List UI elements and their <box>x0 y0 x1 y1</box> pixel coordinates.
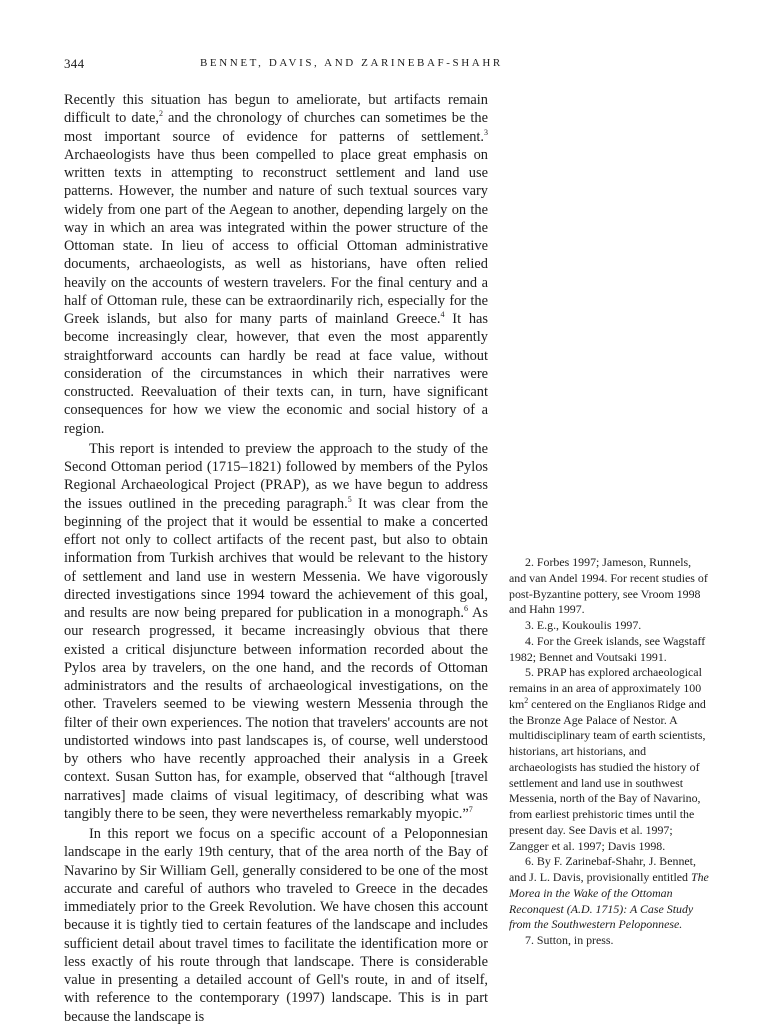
footnote-7: 7. Sutton, in press. <box>525 933 614 947</box>
page-number: 344 <box>64 56 85 71</box>
paragraph-1-part-3: Archaeologists have thus been compelled to place great emphasis on written texts in attempting to reconstruct settlement and land use patterns. However, the number and nature of such textual sources vary widely from one part of the Aegean to another, depending largely on the way in which an area was integrated within the power structure of the Ottoman state. In lieu of access to official Ottoman administrative documents, archaeologists, as well as historians, have often relied heavily on the accounts of western travelers. For the final century and a half of Ottoman rule, these can be extraordinarily rich, especially for the Greek islands, but also for many parts of mainland Greece. <box>64 146 488 327</box>
footnote-6-title-part-1: The Morea in the Wake of the Ottoman Reconquest ( <box>509 870 709 916</box>
footnote-ref-2[interactable]: 2 <box>158 109 163 119</box>
footnote-ref-3[interactable]: 3 <box>484 127 488 137</box>
footnote-ref-4[interactable]: 4 <box>440 310 445 320</box>
running-head: BENNET, DAVIS, AND ZARINEBAF-SHAHR <box>200 57 503 69</box>
paragraph-2-part-2: It was clear from the beginning of the project that it would be essential to make a concerted effort not only to collect artifacts of the recent past, but also to obtain information from Turkish archives that would be relevant to the history of settlement and land use in western Messenia. We have vigorously directed investigations since 1994 toward the achievement of this goal, and results are now being prepared for publication in a monograph. <box>64 495 488 621</box>
paragraph-2-part-1: This report is intended to preview the approach to the study of the Second Ottoman period (1715–1821) followed by members of the Pylos Regional Archaeological Project (PRAP), as we have begun to address the issues outlined in the preceding paragraph. <box>64 440 488 512</box>
footnote-5-part-1: 5. PRAP has explored archaeological remains in an area of approximately 100 km <box>509 665 702 711</box>
footnote-6-part-1: 6. By F. Zarinebaf-Shahr, J. Bennet, and J. L. Davis, provisionally entitled <box>509 854 696 884</box>
footnote-4: 4. For the Greek islands, see Wagstaff 1982; Bennet and Voutsaki 1991. <box>509 633 706 664</box>
footnote-3: 3. E.g., Koukoulis 1997. <box>525 618 642 632</box>
footnote-6-era: A.D. <box>570 901 593 916</box>
footnote-5 <box>509 665 709 854</box>
footnote-ref-5[interactable]: 5 <box>347 494 352 504</box>
paragraph-2 <box>64 440 488 823</box>
footnotes-column <box>509 555 709 949</box>
main-text-column <box>64 91 488 1026</box>
paragraph-3-part-1: In this report we focus on a specific account of a Peloponnesian landscape in the early 19th century, that of the area north of the Bay of Navarino by Sir William Gell, generally considered to be one of the most accurate and careful of authors who traveled to Greece in the decades immediately prior to the Greek Revolution. We have chosen this account because it is tightly tied to certain features of the landscape and includes sufficient detail about travel times to facilitate the identification more or less exactly of his route through that landscape. There is considerable value in presenting a detailed account of Gell's route, in and of itself, with reference to the contemporary (1997) landscape. This is in part because the landscape is <box>64 826 488 1025</box>
paragraph-3 <box>64 825 488 1026</box>
paragraph-1 <box>64 91 488 438</box>
paragraph-1-part-2: and the chronology of churches can sometimes be the most important source of evidence for patterns of settlement. <box>64 110 488 145</box>
paragraph-1-part-1: Recently this situation has begun to ameliorate, but artifacts remain difficult to date, <box>64 92 488 127</box>
footnote-6-title-part-2: 1715): A Case Study from the Southwestern Peloponnese. <box>509 901 694 932</box>
footnote-5-superscript: 2 <box>524 695 529 705</box>
footnote-5-part-2: centered on the Englianos Ridge and the Bronze Age Palace of Nestor. A multidisciplinary team of earth scientists, historians, art historians, and archaeologists has studied the history of settlement and land use in southwest Messenia, north of the Bay of Navarino, from earliest prehistoric times until the present day. See Davis et al. 1997; Zangger et al. 1997; Davis 1998. <box>509 696 706 853</box>
footnote-ref-7[interactable]: 7 <box>468 804 473 814</box>
footnote-6 <box>509 854 709 933</box>
paragraph-1-part-4: It has become increasingly clear, however, that even the most apparently straightforward accounts can hardly be read at face value, without consideration of the circumstances in which their narratives were constructed. Reevaluation of their texts can, in turn, have significant consequences for how we view the economic and social history of a region. <box>64 311 488 437</box>
paragraph-2-part-3: As our research progressed, it became increasingly obvious that there existed a critical disjuncture between information recorded about the Pylos area by travelers, on the one hand, and the records of Ottoman administrators and the results of archaeological investigations, on the other. Travelers seemed to be viewing western Messenia through the filter of their own experiences. The notion that travelers' accounts are not undistorted windows into past landscapes is, of course, well understood by others who have recently approached their analysis in a Greek context. Susan Sutton has, for example, observed that “although [travel narratives] made claims of visual legitimacy, of describing what was tangibly there to be seen, they were nevertheless remarkably myopic.” <box>64 605 489 822</box>
footnote-2: 2. Forbes 1997; Jameson, Runnels, and van Andel 1994. For recent studies of post-Byzantine pottery, see Vroom 1998 and Hahn 1997. <box>509 555 708 617</box>
footnote-ref-6[interactable]: 6 <box>463 604 468 614</box>
